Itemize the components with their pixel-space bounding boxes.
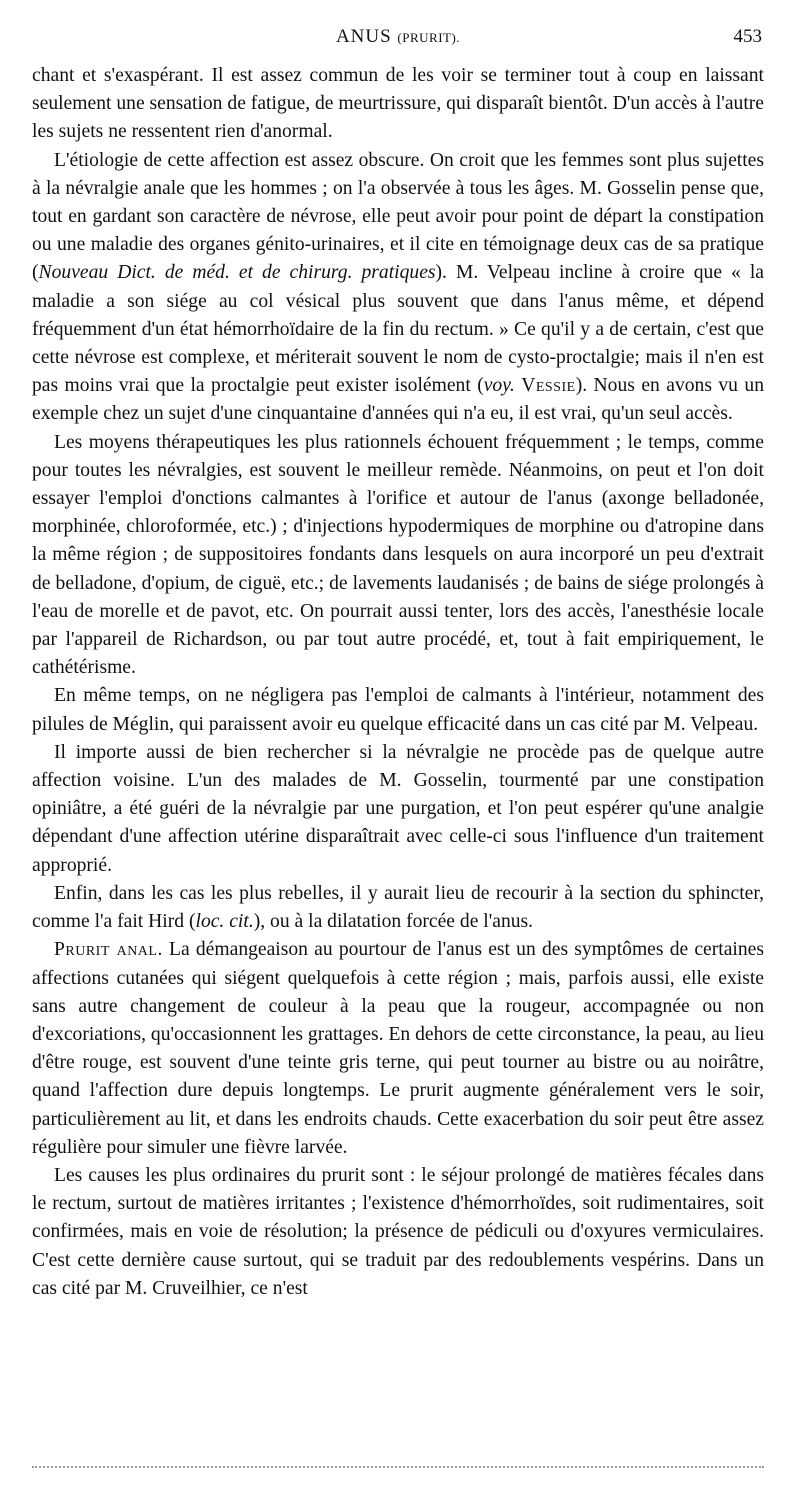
text-run: La démangeaison au pourtour de l'anus est un des symptômes de certaines affections cutanées qui siégent quelquefois à cette région ; mais, parfois aussi, elle existe sans autre changement de couleur à la peau que la rougeur, accompagnée ou non d'excoriations, qu'occasionnent les grattages. En dehors de cette circonstance, la peau, au lieu d'être rouge, est souvent d'une teinte gris terne, qui peut tourner au bistre ou au noirâtre, quand l'affection dure depuis longtemps. Le prurit augmente généralement vers le soir, particulièrement au lit, et dans les endroits chauds. Cette exacerbation du soir peut être assez régulière pour simuler une fièvre larvée. [32,939,764,1158]
text-run: L'étiologie de cette affection est assez obscure. On croit que les femmes sont plus sujettes à la névralgie anale que les hommes ; on l'a observée à tous les âges. M. Gosselin pense que, tout en gardant son caractère de névrose, elle peut avoir pour point de départ la constipation ou une maladie des organes génito-urinaires, et il cite en témoignage deux cas de sa pratique ( [32,149,764,284]
italic-text: voy. [483,375,515,397]
paragraph [32,936,764,1162]
small-caps-text: Vessie [521,375,576,397]
text-run: ), ou à la dilatation forcée de l'anus. [253,911,534,933]
paragraph: Il importe aussi de bien rechercher si la névralgie ne procède pas de quelque autre affection voisine. L'un des malades de M. Gosselin, tourmenté par une constipation opiniâtre, a été guéri de la névralgie par une purgation, et l'on peut espérer qu'une analgie dépendant d'une affection utérine disparaîtrait avec celle-ci sous l'influence d'un traitement approprié. [32,741,764,876]
head-title-text: ANUS [335,26,392,47]
italic-text: loc. cit. [195,911,254,933]
paragraph: chant et s'exaspérant. Il est assez commun de les voir se terminer tout à coup en laissant seulement une sensation de fatigue, de meurtrissure, qui disparaît bientôt. D'un accès à l'autre les sujets ne ressentent rien d'anormal. [32,65,764,143]
running-head-title [336,26,460,48]
page-number: 453 [733,26,762,47]
italic-text: Nouveau Dict. de méd. et de chirurg. pratiques [38,262,436,284]
paragraph [32,880,764,936]
text-run: Enfin, dans les cas les plus rebelles, il y aurait lieu de recourir à la section du sphincter, comme l'a fait Hird ( [32,882,764,933]
paragraph: Les moyens thérapeutiques les plus rationnels échouent fréquemment ; le temps, comme pour toutes les névralgies, est souvent le meilleur remède. Néanmoins, on peut et l'on doit essayer l'emploi d'onctions calmantes à l'orifice et autour de l'anus (axonge belladonée, morphinée, chloroformée, etc.) ; d'injections hypodermiques de morphine ou d'atropine dans la même région ; de suppositoires fondants dans lesquels on aura incorporé un peu d'extrait de belladone, d'opium, de ciguë, etc.; de lavements laudanisés ; de bains de siége prolongés à l'eau de morelle et de pavot, etc. On pourrait aussi tenter, lors des accès, l'anesthésie locale par l'appareil de Richardson, ou par tout autre procédé, et, tout à fait empiriquement, le cathétérisme. [32,431,764,679]
body-text [32,62,764,1303]
text-run: ). M. Velpeau incline à croire que « la maladie a son siége au col vésical plus souvent que dans l'anus même, et dépend fréquemment d'un état hémorrhoïdaire de la fin du rectum. » Ce qu'il y a de certain, c'est que cette névrose est complexe, et mériterait souvent le nom de cysto-proctalgie; mais il n'en est pas moins vrai que la proctalgie peut exister isolément ( [32,262,764,397]
head-subtitle-text: (PRURIT). [397,30,461,45]
text-run: ). Nous en avons vu un exemple chez un sujet d'une cinquantaine d'années qui n'a eu, il est vrai, qu'un seul accès. [32,375,764,425]
paragraph: En même temps, on ne négligera pas l'emploi de calmants à l'intérieur, notamment des pilules de Méglin, qui paraissent avoir eu quelque efficacité dans un cas cité par M. Velpeau. [32,685,764,735]
paragraph [32,147,764,429]
running-head [32,26,764,56]
small-caps-text: Prurit anal. [54,939,163,961]
footer-rule [32,1466,764,1468]
paragraph: Les causes les plus ordinaires du prurit sont : le séjour prolongé de matières fécales dans le rectum, surtout de matières irritantes ; l'existence d'hémorrhoïdes, soit rudimentaires, soit confirmées, mais en voie de résolution; la présence de pédiculi ou d'oxyures vermiculaires. C'est cette dernière cause surtout, qui se traduit par des redoublements vespérins. Dans un cas cité par M. Cruveilhier, ce n'est [32,1164,764,1299]
